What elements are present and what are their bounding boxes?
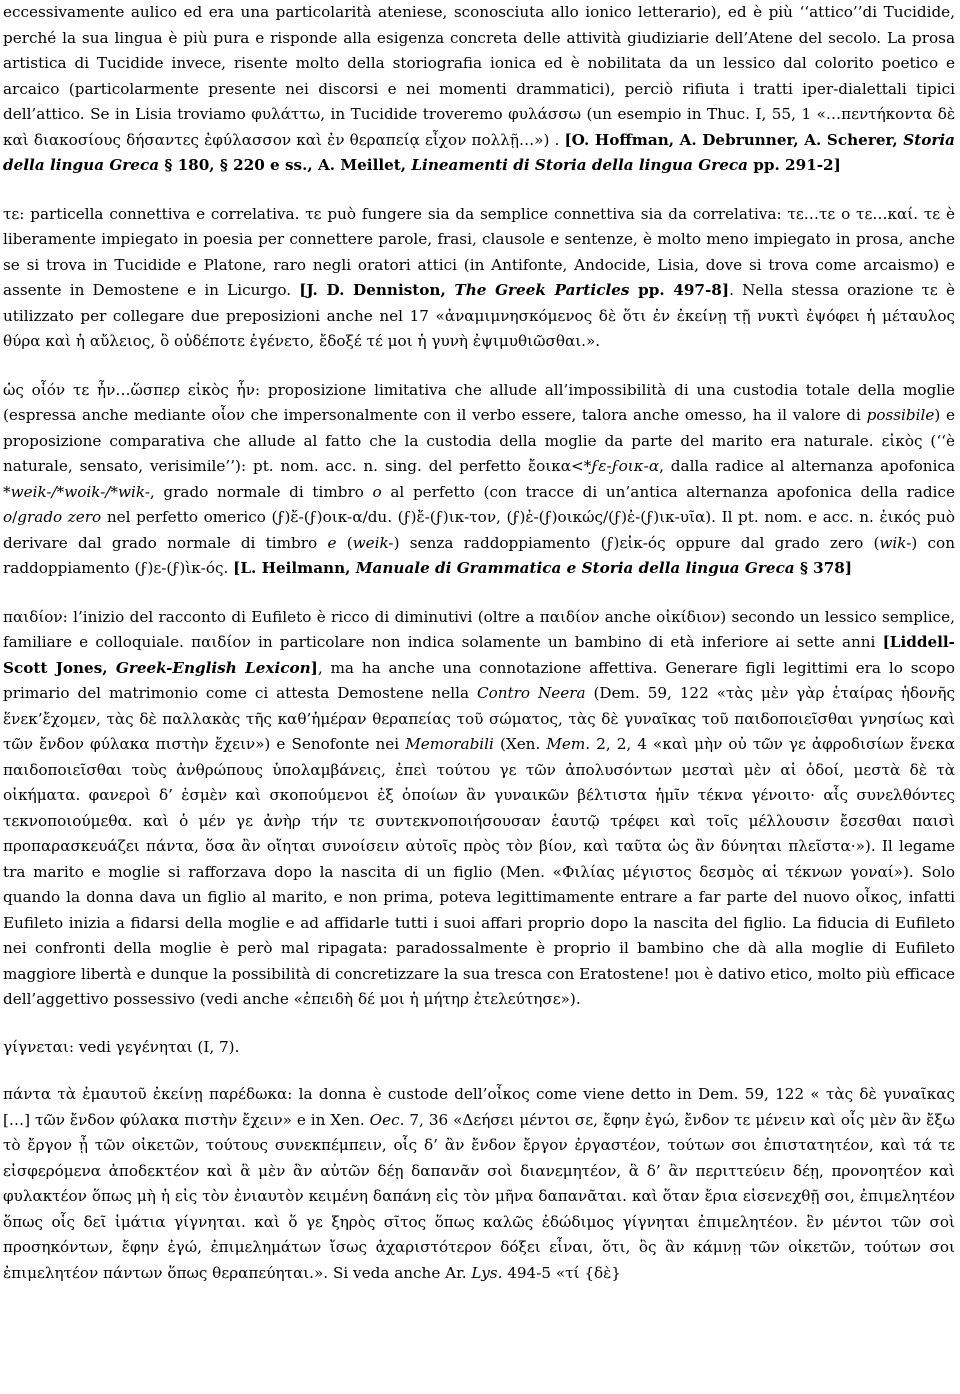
paragraph-paidion: παιδίον: l’inizio del racconto di Eufileto è ricco di diminutivi (oltre a παιδίον anche οἰκίδιον) secondo un lessico semplice, familiare e colloquiale. παιδίον in particolare non indica solamente un bambino di età inferiore ai sette anni [Liddell-Scott Jones, Greek-English Lexicon], ma ha anche una connotazione affettiva. Generare figli legittimi era lo scopo primario del matrimonio come ci attesta Demostene nella Contro Neera (Dem. 59, 122 «τὰς μὲν γὰρ ἑταίρας ἡδονῆς ἕνεκ’ἔχομεν, τὰς δὲ παλλακὰς τῆς καθ’ἡμέραν θεραπείας τοῦ σώματος, τὰς δὲ γυναῖκας τοῦ παιδοποιεῖσθαι γνησίως καὶ τῶν ἔνδον φύλακα πιστὴν ἔχειν») e Senofonte nei Memorabili (Xen. Mem. 2, 2, 4 «καὶ μὴν οὐ τῶν γε ἀφροδισίων ἕνεκα παιδοποιεῖσθαι τοὺς ἀνθρώπους ὑπολαμβάνεις, ἐπεὶ τούτου γε τῶν ἀπολυσόντων μεσταὶ μὲν αἱ ὁδοί, μεστὰ δὲ τὰ οἰκήματα. φανεροὶ δ’ ἐσμὲν καὶ σκοπούμενοι ἐξ ὁποίων ἂν γυναικῶν βέλτιστα ἡμῖν τέκνα γένοιτο· αἷς συνελθόντες τεκνοποιούμεθα. καὶ ὁ μέν γε ἀνὴρ τήν τε συντεκνοποιήσουσαν ἑαυτῷ τρέφει καὶ τοῖς μέλλουσιν ἔσεσθαι παισὶ προπαρασκευάζει πάντα, ὅσα ἂν οἴηται συνοίσειν αὐτοῖς πρὸς τὸν βίον, καὶ ταῦτα ὡς ἂν δύνηται πλεῖστα·»). Il legame tra marito e moglie si rafforzava dopo la nascita di un figlio (Men. «Φιλίας μέγιστος δεσμὸς αἱ τέκνων γοναί»). Solo quando la donna dava un figlio al marito, e non prima, poteva legittimamente entrare a far parte del nuovo οἶκος, infatti Eufileto inizia a fidarsi della moglie e ad affidarle tutti i suoi affari proprio dopo la nascita del figlio. La fiducia di Eufileto nei confronti della moglie è però mal ripagata: paradossalmente è proprio il bambino che dà alla moglie di Eufileto maggiore libertà e dunque la possibilità di concretizzare la sua tresca con Eratostene! μοι è dativo etico, molto più efficace dell’aggettivo possessivo (vedi anche «ἐπειδὴ δέ μοι ἡ μήτηρ ἐτελεύτησε»). bbox=[3, 607, 955, 1008]
paragraph-hos-oion: ὡς οἷόν τε ἦν…ὥσπερ εἰκὸς ἦν: proposizione limitativa che allude all’impossibilità di una custodia totale della moglie (espressa anche mediante οἷον che impersonalmente con il verbo essere, talora anche omesso, ha il valore di possibile) e proposizione comparativa che allude al fatto che la custodia della moglie da parte del marito era naturale. εἰκὸς (‘‘è naturale, sensato, verisimile’’): pt. nom. acc. n. sing. del perfetto ἔοικα<*ϝε-ϝοικ-α, dalla radice al alternanza apofonica *weik-/*woik-/*wik-, grado normale di timbro o al perfetto (con tracce di un’antica alternanza apofonica della radice o/grado zero nel perfetto omerico (ϝ)ἔ-(ϝ)οικ-α/du. (ϝ)ἔ-(ϝ)ικ-τον, (ϝ)ἐ-(ϝ)οικώς/(ϝ)ἐ-(ϝ)ικ-υῖα). Il pt. nom. e acc. n. ἐικός può derivare dal grado normale di timbro e (weik-) senza raddoppiamento (ϝ)εἰκ-ός oppure dal grado zero (wik-) con raddoppiamento (ϝ)ε-(ϝ)ὶκ-ός. [L. Heilmann, Manuale di Grammatica e Storia della lingua Greca § 378] bbox=[3, 380, 955, 577]
paragraph-te-particle: τε: particella connettiva e correlativa. τε può fungere sia da semplice connettiva sia da correlativa: τε…τε o τε…καί. τε è liberamente impiegato in poesia per connettere parole, frasi, clausole e sentenze, è molto meno impiegato in prosa, anche se si trova in Tucidide e Platone, raro negli oratori attici (in Antifonte, Andocide, Lisia, dove si trova come arcaismo) e assente in Demostene e in Licurgo. [J. D. Denniston, The Greek Particles pp. 497-8]. Nella stessa orazione τε è utilizzato per collegare due preposizioni anche nel 17 «ἀναμιμνησκόμενος δὲ ὅτι ἐν ἐκείνῃ τῇ νυκτὶ ἐψόφει ἡ μέταυλος θύρα καὶ ἡ αὔλειος, ὃ οὐδέποτε ἐγένετο, ἔδοξέ τέ μοι ἡ γυνὴ ἐψιμυθιῶσθαι.». bbox=[3, 204, 955, 350]
paragraph-panta-ta-emautou: πάντα τὰ ἐμαυτοῦ ἐκείνῃ παρέδωκα: la donna è custode dell’οἶκος come viene detto in Dem. 59, 122 « τὰς δὲ γυναῖκας […] τῶν ἔνδον φύλακα πιστὴν ἔχειν» e in Xen. Oec. 7, 36 «Δεήσει μέντοι σε, ἔφην ἐγώ, ἔνδον τε μένειν καὶ οἷς μὲν ἂν ἔξω τὸ ἔργον ᾖ τῶν οἰκετῶν, τούτους συνεκπέμπειν, οἷς δ’ ἂν ἔνδον ἔργον ἐργαστέον, τούτων σοι ἐπιστατητέον, καὶ τά τε εἰσφερόμενα ἀποδεκτέον καὶ ἃ μὲν ἂν αὐτῶν δέῃ δαπανᾶν σοὶ διανεμητέον, ἃ δ’ ἂν περιττεύειν δέῃ, προνοητέον καὶ φυλακτέον ὅπως μὴ ἡ εἰς τὸν ἐνιαυτὸν κειμένη δαπάνη εἰς τὸν μῆνα δαπανᾶται. καὶ ὅταν ἔρια εἰσενεχθῇ σοι, ἐπιμελητέον ὅπως οἷς δεῖ ἱμάτια γίγνηται. καὶ ὅ γε ξηρὸς σῖτος ὅπως καλῶς ἐδώδιμος γίγνηται ἐπιμελητέον. ἓν μέντοι τῶν σοὶ προσηκόντων, ἔφην ἐγώ, ἐπιμελημάτων ἴσως ἀχαριστότερον δόξει εἶναι, ὅτι, ὃς ἂν κάμνῃ τῶν οἰκετῶν, τούτων σοι ἐπιμελητέον πάντων ὅπως θεραπεύηται.». Si veda anche Ar. Lys. 494-5 «τί {δὲ} bbox=[3, 1085, 955, 1282]
paragraph-gignetai: γίγνεται: vedi γεγένηται (I, 7). bbox=[3, 1037, 240, 1056]
paragraph-thucydides-prose: eccessivamente aulico ed era una particolarità ateniese, sconosciuta allo ionico letterario), ed è più ‘‘attico’’di Tucidide, perché la sua lingua è più pura e risponde alla esigenza concreta delle attività giudiziarie dell’Atene del secolo. La prosa artistica di Tucidide invece, risente molto della storiografia ionica ed è nobilitata da un lessico dal colorito poetico e arcaico (particolarmente presente nei discorsi e nei momenti drammatici), perciò rifiuta i tratti iper-dialettali tipici dell’attico. Se in Lisia troviamo φυλάττω, in Tucidide troveremo φυλάσσω (un esempio in Thuc. I, 55, 1 «…πεντήκοντα δὲ καὶ διακοσίους δήσαντες ἐφύλασσον καὶ ἐν θεραπείᾳ εἶχον πολλῇ…») . [O. Hoffman, A. Debrunner, A. Scherer, Storia della lingua Greca § 180, § 220 e ss., A. Meillet, Lineamenti di Storia della lingua Greca pp. 291-2] bbox=[3, 3, 956, 174]
